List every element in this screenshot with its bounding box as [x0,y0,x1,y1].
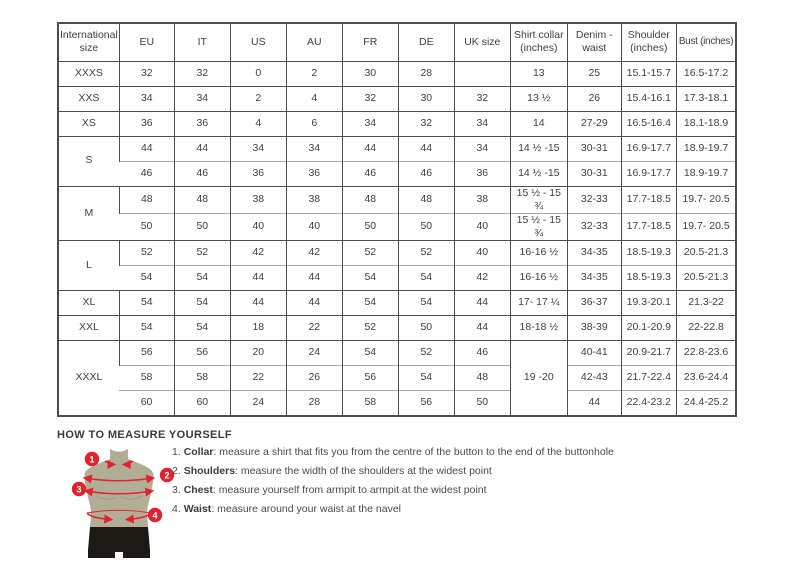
value-cell: 54 [119,266,174,291]
value-cell: 54 [398,291,454,316]
value-cell: 38 [454,186,510,213]
value-cell: 13 [510,61,567,86]
col-header: DE [398,23,454,61]
value-cell: 54 [174,266,230,291]
value-cell: 17- 17 ¼ [510,291,567,316]
instruction-number: 2. [172,465,181,477]
value-cell: 14 [510,111,567,136]
value-cell: 13 ½ [510,86,567,111]
instruction-number: 4. [172,503,181,515]
value-cell: 44 [567,391,621,416]
value-cell: 18.5-19.3 [621,266,676,291]
size-group-cell: XXXL [58,341,119,416]
step-3-marker [72,482,86,496]
measure-instruction-item [172,462,614,481]
measure-instructions [172,443,614,519]
value-cell: 28 [398,61,454,86]
instruction-text: : measure around your waist at the navel [211,503,401,515]
value-cell: 16.5-16.4 [621,111,676,136]
col-header: AU [286,23,342,61]
value-cell: 54 [119,316,174,341]
value-cell: 22.8-23.6 [676,341,736,366]
value-cell: 26 [567,86,621,111]
value-cell: 34 [174,86,230,111]
value-cell: 52 [342,316,398,341]
value-cell: 46 [119,161,174,186]
size-group-cell: XL [58,291,119,316]
instruction-number: 1. [172,446,181,458]
value-cell: 46 [454,341,510,366]
value-cell: 16-16 ½ [510,241,567,266]
value-cell: 56 [174,341,230,366]
value-cell: 58 [342,391,398,416]
col-header: IT [174,23,230,61]
value-cell: 24 [286,341,342,366]
value-cell: 50 [174,213,230,240]
value-cell: 52 [398,341,454,366]
measure-heading: HOW TO MEASURE YOURSELF [57,429,233,441]
value-cell: 34 [454,111,510,136]
value-cell: 44 [119,136,174,161]
step-4-marker [148,508,162,522]
instruction-label: Collar [183,446,214,458]
value-cell: 52 [174,241,230,266]
value-cell: 54 [342,291,398,316]
value-cell: 56 [398,391,454,416]
value-cell: 0 [230,61,286,86]
instruction-text: : measure yourself from armpit to armpit at the widest point [212,484,487,496]
value-cell: 25 [567,61,621,86]
value-cell: 54 [174,316,230,341]
value-cell: 19.3-20.1 [621,291,676,316]
value-cell: 46 [174,161,230,186]
value-cell: 28 [286,391,342,416]
col-header: International size [58,23,119,61]
value-cell: 22.4-23.2 [621,391,676,416]
size-group-cell: XXXS [58,61,119,86]
value-cell: 17.3-18.1 [676,86,736,111]
instruction-label: Chest [183,484,213,496]
value-cell: 20.5-21.3 [676,266,736,291]
mannequin-shorts [88,527,150,558]
size-group-cell: L [58,241,119,291]
value-cell: 18.9-19.7 [676,161,736,186]
value-cell: 30 [342,61,398,86]
value-cell: 56 [342,366,398,391]
value-cell: 50 [454,391,510,416]
value-cell: 16.5-17.2 [676,61,736,86]
value-cell: 30-31 [567,161,621,186]
value-cell: 4 [286,86,342,111]
value-cell: 40-41 [567,341,621,366]
col-header: UK size [454,23,510,61]
svg-text:2: 2 [164,470,170,481]
value-cell: 17.7-18.5 [621,213,676,240]
col-header: Denim - waist [567,23,621,61]
instruction-label: Shoulders [183,465,236,477]
value-cell: 44 [286,266,342,291]
value-cell: 30 [398,86,454,111]
value-cell: 42 [454,266,510,291]
value-cell [454,61,510,86]
value-cell: 18.1-18.9 [676,111,736,136]
mannequin-illustration [70,446,180,564]
value-cell: 17.7-18.5 [621,186,676,213]
value-cell: 36 [174,111,230,136]
size-group-cell: XXL [58,316,119,341]
size-group-cell: S [58,136,119,186]
value-cell: 16-16 ½ [510,266,567,291]
value-cell: 18 [230,316,286,341]
value-cell: 34 [454,136,510,161]
size-group-cell: M [58,186,119,241]
value-cell: 19.7- 20.5 [676,213,736,240]
value-cell: 52 [398,241,454,266]
value-cell: 32 [174,61,230,86]
value-cell: 36 [119,111,174,136]
value-cell: 60 [174,391,230,416]
value-cell: 34-35 [567,241,621,266]
size-group-cell: XS [58,111,119,136]
value-cell: 54 [119,291,174,316]
value-cell: 48 [454,366,510,391]
value-cell: 36 [454,161,510,186]
value-cell: 42 [286,241,342,266]
value-cell: 42-43 [567,366,621,391]
value-cell: 58 [119,366,174,391]
value-cell: 54 [398,366,454,391]
col-header: FR [342,23,398,61]
value-cell: 24 [230,391,286,416]
value-cell: 4 [230,111,286,136]
value-cell: 19.7- 20.5 [676,186,736,213]
value-cell: 54 [174,291,230,316]
value-cell: 40 [454,213,510,240]
value-cell: 18-18 ½ [510,316,567,341]
measure-instruction-item [172,443,614,462]
value-cell: 15.1-15.7 [621,61,676,86]
value-cell: 34-35 [567,266,621,291]
value-cell: 34 [342,111,398,136]
col-header: EU [119,23,174,61]
value-cell: 18.5-19.3 [621,241,676,266]
value-cell: 22 [230,366,286,391]
value-cell: 36 [286,161,342,186]
value-cell: 50 [398,213,454,240]
value-cell: 40 [230,213,286,240]
value-cell: 46 [342,161,398,186]
svg-text:3: 3 [76,484,82,495]
col-header: Shirt collar (inches) [510,23,567,61]
value-cell: 48 [398,186,454,213]
measure-instruction-item [172,500,614,519]
value-cell: 40 [286,213,342,240]
value-cell: 22 [286,316,342,341]
value-cell: 18.9-19.7 [676,136,736,161]
value-cell: 38 [286,186,342,213]
value-cell: 44 [230,291,286,316]
value-cell: 50 [342,213,398,240]
value-cell: 60 [119,391,174,416]
svg-text:1: 1 [89,454,95,465]
value-cell: 38-39 [567,316,621,341]
step-1-marker [85,452,99,466]
value-cell: 6 [286,111,342,136]
value-cell: 32 [342,86,398,111]
value-cell: 44 [398,136,454,161]
value-cell: 30-31 [567,136,621,161]
value-cell: 42 [230,241,286,266]
value-cell: 2 [286,61,342,86]
value-cell: 32 [398,111,454,136]
instruction-number: 3. [172,484,181,496]
value-cell: 44 [230,266,286,291]
value-cell: 46 [398,161,454,186]
value-cell: 44 [454,316,510,341]
value-cell: 20.1-20.9 [621,316,676,341]
value-cell: 52 [342,241,398,266]
value-cell: 14 ½ -15 [510,136,567,161]
value-cell: 16.9-17.7 [621,136,676,161]
value-cell: 36-37 [567,291,621,316]
value-cell: 15 ½ - 15 ¾ [510,213,567,240]
value-cell: 23.6-24.4 [676,366,736,391]
value-cell: 22-22.8 [676,316,736,341]
value-cell: 48 [174,186,230,213]
value-cell: 38 [230,186,286,213]
value-cell: 48 [342,186,398,213]
value-cell: 2 [230,86,286,111]
value-cell: 27-29 [567,111,621,136]
measure-instruction-item [172,481,614,500]
size-group-cell: XXS [58,86,119,111]
value-cell: 44 [454,291,510,316]
value-cell: 32 [454,86,510,111]
value-cell: 40 [454,241,510,266]
value-cell: 58 [174,366,230,391]
value-cell: 16.9-17.7 [621,161,676,186]
instruction-text: : measure the width of the shoulders at the widest point [235,465,492,477]
value-cell: 50 [119,213,174,240]
value-cell: 54 [342,266,398,291]
value-cell: 34 [230,136,286,161]
collar-merged-cell: 19 -20 [510,341,567,416]
value-cell: 56 [119,341,174,366]
value-cell: 32 [119,61,174,86]
value-cell: 44 [286,291,342,316]
value-cell: 20.9-21.7 [621,341,676,366]
col-header: Bust (inches) [676,23,736,61]
value-cell: 20.5-21.3 [676,241,736,266]
value-cell: 21.3-22 [676,291,736,316]
value-cell: 54 [398,266,454,291]
value-cell: 34 [286,136,342,161]
value-cell: 48 [119,186,174,213]
col-header: Shoulder (inches) [621,23,676,61]
col-header: US [230,23,286,61]
value-cell: 26 [286,366,342,391]
value-cell: 14 ½ -15 [510,161,567,186]
instruction-text: : measure a shirt that fits you from the centre of the button to the end of the buttonhole [213,446,614,458]
value-cell: 21.7-22.4 [621,366,676,391]
value-cell: 32-33 [567,186,621,213]
value-cell: 34 [119,86,174,111]
value-cell: 44 [174,136,230,161]
instruction-label: Waist [183,503,212,515]
value-cell: 15 ½ - 15 ¾ [510,186,567,213]
value-cell: 36 [230,161,286,186]
svg-text:4: 4 [152,510,158,521]
value-cell: 32-33 [567,213,621,240]
value-cell: 20 [230,341,286,366]
value-cell: 44 [342,136,398,161]
value-cell: 52 [119,241,174,266]
value-cell: 24.4-25.2 [676,391,736,416]
value-cell: 54 [342,341,398,366]
value-cell: 15.4-16.1 [621,86,676,111]
size-chart-table [57,22,737,417]
value-cell: 50 [398,316,454,341]
